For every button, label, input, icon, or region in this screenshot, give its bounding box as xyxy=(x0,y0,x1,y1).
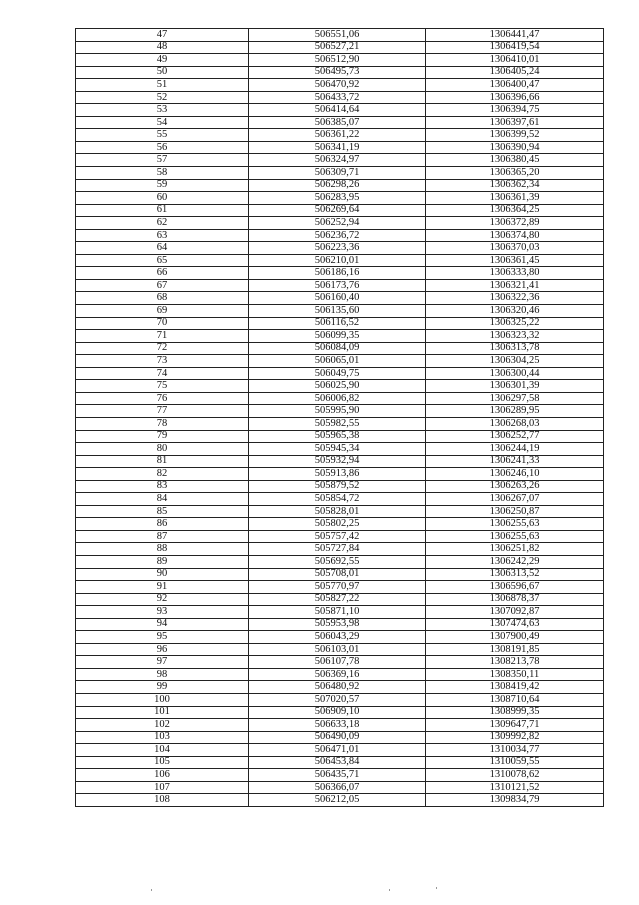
x-coordinate-cell: 507020,57 xyxy=(249,693,426,706)
table-row xyxy=(76,41,604,54)
table-row xyxy=(76,581,604,594)
point-number-cell: 107 xyxy=(76,781,249,794)
table-row xyxy=(76,518,604,531)
point-number-cell: 68 xyxy=(76,292,249,305)
point-number-cell: 89 xyxy=(76,555,249,568)
table-row xyxy=(76,254,604,267)
y-coordinate-cell: 1306289,95 xyxy=(426,405,604,418)
y-coordinate-cell: 1306244,19 xyxy=(426,443,604,456)
point-number-cell: 47 xyxy=(76,29,249,42)
scan-speck xyxy=(151,889,152,891)
point-number-cell: 84 xyxy=(76,493,249,506)
y-coordinate-cell: 1307474,63 xyxy=(426,618,604,631)
point-number-cell: 57 xyxy=(76,154,249,167)
x-coordinate-cell: 506453,84 xyxy=(249,756,426,769)
x-coordinate-cell: 505965,38 xyxy=(249,430,426,443)
table-row xyxy=(76,530,604,543)
table-row xyxy=(76,731,604,744)
y-coordinate-cell: 1306250,87 xyxy=(426,505,604,518)
y-coordinate-cell: 1306372,89 xyxy=(426,217,604,230)
x-coordinate-cell: 505708,01 xyxy=(249,568,426,581)
y-coordinate-cell: 1308191,85 xyxy=(426,643,604,656)
table-row xyxy=(76,430,604,443)
point-number-cell: 48 xyxy=(76,41,249,54)
point-number-cell: 77 xyxy=(76,405,249,418)
y-coordinate-cell: 1306313,52 xyxy=(426,568,604,581)
table-row xyxy=(76,693,604,706)
point-number-cell: 74 xyxy=(76,367,249,380)
x-coordinate-cell: 505879,52 xyxy=(249,480,426,493)
y-coordinate-cell: 1306397,61 xyxy=(426,116,604,129)
scan-speck xyxy=(389,889,390,891)
table-row xyxy=(76,392,604,405)
x-coordinate-cell: 506490,09 xyxy=(249,731,426,744)
table-row xyxy=(76,242,604,255)
y-coordinate-cell: 1306241,33 xyxy=(426,455,604,468)
y-coordinate-cell: 1307900,49 xyxy=(426,631,604,644)
x-coordinate-cell: 506116,52 xyxy=(249,317,426,330)
x-coordinate-cell: 506324,97 xyxy=(249,154,426,167)
table-row xyxy=(76,79,604,92)
table-row xyxy=(76,154,604,167)
y-coordinate-cell: 1306405,24 xyxy=(426,66,604,79)
y-coordinate-cell: 1310078,62 xyxy=(426,769,604,782)
y-coordinate-cell: 1306297,58 xyxy=(426,392,604,405)
y-coordinate-cell: 1306374,80 xyxy=(426,229,604,242)
point-number-cell: 108 xyxy=(76,794,249,807)
y-coordinate-cell: 1306255,63 xyxy=(426,518,604,531)
table-row xyxy=(76,204,604,217)
table-row xyxy=(76,668,604,681)
table-row xyxy=(76,217,604,230)
point-number-cell: 56 xyxy=(76,141,249,154)
point-number-cell: 66 xyxy=(76,267,249,280)
y-coordinate-cell: 1306361,45 xyxy=(426,254,604,267)
point-number-cell: 50 xyxy=(76,66,249,79)
y-coordinate-cell: 1306300,44 xyxy=(426,367,604,380)
x-coordinate-cell: 506341,19 xyxy=(249,141,426,154)
x-coordinate-cell: 505932,94 xyxy=(249,455,426,468)
table-row xyxy=(76,719,604,732)
table-row xyxy=(76,756,604,769)
x-coordinate-cell: 506099,35 xyxy=(249,330,426,343)
x-coordinate-cell: 505827,22 xyxy=(249,593,426,606)
y-coordinate-cell: 1309992,82 xyxy=(426,731,604,744)
point-number-cell: 99 xyxy=(76,681,249,694)
coordinates-table xyxy=(75,28,604,807)
y-coordinate-cell: 1310059,55 xyxy=(426,756,604,769)
y-coordinate-cell: 1306321,41 xyxy=(426,279,604,292)
point-number-cell: 52 xyxy=(76,91,249,104)
table-row xyxy=(76,744,604,757)
y-coordinate-cell: 1306362,34 xyxy=(426,179,604,192)
table-row xyxy=(76,167,604,180)
x-coordinate-cell: 506527,21 xyxy=(249,41,426,54)
x-coordinate-cell: 506065,01 xyxy=(249,355,426,368)
y-coordinate-cell: 1306333,80 xyxy=(426,267,604,280)
y-coordinate-cell: 1306394,75 xyxy=(426,104,604,117)
point-number-cell: 73 xyxy=(76,355,249,368)
x-coordinate-cell: 506309,71 xyxy=(249,167,426,180)
x-coordinate-cell: 506633,18 xyxy=(249,719,426,732)
point-number-cell: 85 xyxy=(76,505,249,518)
x-coordinate-cell: 506298,26 xyxy=(249,179,426,192)
table-row xyxy=(76,267,604,280)
y-coordinate-cell: 1306878,37 xyxy=(426,593,604,606)
y-coordinate-cell: 1306400,47 xyxy=(426,79,604,92)
point-number-cell: 105 xyxy=(76,756,249,769)
y-coordinate-cell: 1309834,79 xyxy=(426,794,604,807)
point-number-cell: 72 xyxy=(76,342,249,355)
table-row xyxy=(76,543,604,556)
point-number-cell: 82 xyxy=(76,468,249,481)
point-number-cell: 55 xyxy=(76,129,249,142)
table-row xyxy=(76,606,604,619)
table-row xyxy=(76,455,604,468)
x-coordinate-cell: 506366,07 xyxy=(249,781,426,794)
y-coordinate-cell: 1306251,82 xyxy=(426,543,604,556)
y-coordinate-cell: 1306301,39 xyxy=(426,380,604,393)
x-coordinate-cell: 506361,22 xyxy=(249,129,426,142)
x-coordinate-cell: 505982,55 xyxy=(249,417,426,430)
table-row xyxy=(76,116,604,129)
table-row xyxy=(76,330,604,343)
x-coordinate-cell: 505945,34 xyxy=(249,443,426,456)
point-number-cell: 65 xyxy=(76,254,249,267)
x-coordinate-cell: 506084,09 xyxy=(249,342,426,355)
table-row xyxy=(76,29,604,42)
x-coordinate-cell: 505953,98 xyxy=(249,618,426,631)
point-number-cell: 102 xyxy=(76,719,249,732)
y-coordinate-cell: 1306380,45 xyxy=(426,154,604,167)
y-coordinate-cell: 1306410,01 xyxy=(426,54,604,67)
y-coordinate-cell: 1306365,20 xyxy=(426,167,604,180)
x-coordinate-cell: 506043,29 xyxy=(249,631,426,644)
y-coordinate-cell: 1306252,77 xyxy=(426,430,604,443)
table-row xyxy=(76,781,604,794)
x-coordinate-cell: 506160,40 xyxy=(249,292,426,305)
x-coordinate-cell: 505854,72 xyxy=(249,493,426,506)
y-coordinate-cell: 1306246,10 xyxy=(426,468,604,481)
x-coordinate-cell: 505727,84 xyxy=(249,543,426,556)
point-number-cell: 67 xyxy=(76,279,249,292)
x-coordinate-cell: 506103,01 xyxy=(249,643,426,656)
point-number-cell: 96 xyxy=(76,643,249,656)
point-number-cell: 92 xyxy=(76,593,249,606)
y-coordinate-cell: 1308350,11 xyxy=(426,668,604,681)
point-number-cell: 51 xyxy=(76,79,249,92)
x-coordinate-cell: 506025,90 xyxy=(249,380,426,393)
point-number-cell: 83 xyxy=(76,480,249,493)
point-number-cell: 81 xyxy=(76,455,249,468)
table-row xyxy=(76,179,604,192)
y-coordinate-cell: 1306390,94 xyxy=(426,141,604,154)
y-coordinate-cell: 1306325,22 xyxy=(426,317,604,330)
x-coordinate-cell: 506512,90 xyxy=(249,54,426,67)
x-coordinate-cell: 505871,10 xyxy=(249,606,426,619)
x-coordinate-cell: 506269,64 xyxy=(249,204,426,217)
table-row xyxy=(76,631,604,644)
table-row xyxy=(76,342,604,355)
x-coordinate-cell: 506135,60 xyxy=(249,305,426,318)
point-number-cell: 90 xyxy=(76,568,249,581)
x-coordinate-cell: 506252,94 xyxy=(249,217,426,230)
table-row xyxy=(76,380,604,393)
table-row xyxy=(76,681,604,694)
table-row xyxy=(76,480,604,493)
table-row xyxy=(76,505,604,518)
x-coordinate-cell: 506470,92 xyxy=(249,79,426,92)
y-coordinate-cell: 1308999,35 xyxy=(426,706,604,719)
y-coordinate-cell: 1307092,87 xyxy=(426,606,604,619)
y-coordinate-cell: 1306267,07 xyxy=(426,493,604,506)
point-number-cell: 58 xyxy=(76,167,249,180)
x-coordinate-cell: 506433,72 xyxy=(249,91,426,104)
table-row xyxy=(76,229,604,242)
coordinates-table-body xyxy=(76,29,604,807)
x-coordinate-cell: 506435,71 xyxy=(249,769,426,782)
point-number-cell: 63 xyxy=(76,229,249,242)
y-coordinate-cell: 1310121,52 xyxy=(426,781,604,794)
x-coordinate-cell: 506283,95 xyxy=(249,192,426,205)
point-number-cell: 86 xyxy=(76,518,249,531)
y-coordinate-cell: 1306320,46 xyxy=(426,305,604,318)
point-number-cell: 71 xyxy=(76,330,249,343)
point-number-cell: 80 xyxy=(76,443,249,456)
x-coordinate-cell: 506173,76 xyxy=(249,279,426,292)
x-coordinate-cell: 505802,25 xyxy=(249,518,426,531)
point-number-cell: 62 xyxy=(76,217,249,230)
point-number-cell: 60 xyxy=(76,192,249,205)
point-number-cell: 94 xyxy=(76,618,249,631)
table-row xyxy=(76,141,604,154)
x-coordinate-cell: 505757,42 xyxy=(249,530,426,543)
point-number-cell: 93 xyxy=(76,606,249,619)
table-row xyxy=(76,493,604,506)
x-coordinate-cell: 505828,01 xyxy=(249,505,426,518)
y-coordinate-cell: 1306322,36 xyxy=(426,292,604,305)
point-number-cell: 97 xyxy=(76,656,249,669)
point-number-cell: 49 xyxy=(76,54,249,67)
table-row xyxy=(76,769,604,782)
y-coordinate-cell: 1306268,03 xyxy=(426,417,604,430)
y-coordinate-cell: 1306364,25 xyxy=(426,204,604,217)
scan-speck xyxy=(436,887,437,889)
y-coordinate-cell: 1306323,32 xyxy=(426,330,604,343)
point-number-cell: 104 xyxy=(76,744,249,757)
table-row xyxy=(76,129,604,142)
table-row xyxy=(76,468,604,481)
table-row xyxy=(76,593,604,606)
x-coordinate-cell: 506223,36 xyxy=(249,242,426,255)
x-coordinate-cell: 506006,82 xyxy=(249,392,426,405)
y-coordinate-cell: 1310034,77 xyxy=(426,744,604,757)
table-row xyxy=(76,66,604,79)
x-coordinate-cell: 505913,86 xyxy=(249,468,426,481)
point-number-cell: 70 xyxy=(76,317,249,330)
x-coordinate-cell: 506495,73 xyxy=(249,66,426,79)
x-coordinate-cell: 505692,55 xyxy=(249,555,426,568)
y-coordinate-cell: 1306399,52 xyxy=(426,129,604,142)
x-coordinate-cell: 506385,07 xyxy=(249,116,426,129)
x-coordinate-cell: 506186,16 xyxy=(249,267,426,280)
table-row xyxy=(76,355,604,368)
table-row xyxy=(76,555,604,568)
point-number-cell: 79 xyxy=(76,430,249,443)
point-number-cell: 88 xyxy=(76,543,249,556)
x-coordinate-cell: 506551,06 xyxy=(249,29,426,42)
table-row xyxy=(76,706,604,719)
table-row xyxy=(76,618,604,631)
point-number-cell: 78 xyxy=(76,417,249,430)
y-coordinate-cell: 1306263,26 xyxy=(426,480,604,493)
y-coordinate-cell: 1309647,71 xyxy=(426,719,604,732)
table-row xyxy=(76,643,604,656)
table-row xyxy=(76,568,604,581)
y-coordinate-cell: 1306255,63 xyxy=(426,530,604,543)
x-coordinate-cell: 506414,64 xyxy=(249,104,426,117)
table-row xyxy=(76,317,604,330)
point-number-cell: 54 xyxy=(76,116,249,129)
y-coordinate-cell: 1306419,54 xyxy=(426,41,604,54)
x-coordinate-cell: 506471,01 xyxy=(249,744,426,757)
y-coordinate-cell: 1306313,78 xyxy=(426,342,604,355)
x-coordinate-cell: 506480,92 xyxy=(249,681,426,694)
point-number-cell: 103 xyxy=(76,731,249,744)
point-number-cell: 95 xyxy=(76,631,249,644)
table-row xyxy=(76,443,604,456)
table-row xyxy=(76,292,604,305)
table-row xyxy=(76,656,604,669)
table-row xyxy=(76,794,604,807)
table-row xyxy=(76,305,604,318)
point-number-cell: 98 xyxy=(76,668,249,681)
y-coordinate-cell: 1306304,25 xyxy=(426,355,604,368)
y-coordinate-cell: 1306596,67 xyxy=(426,581,604,594)
x-coordinate-cell: 505770,97 xyxy=(249,581,426,594)
x-coordinate-cell: 506107,78 xyxy=(249,656,426,669)
point-number-cell: 100 xyxy=(76,693,249,706)
y-coordinate-cell: 1308710,64 xyxy=(426,693,604,706)
point-number-cell: 64 xyxy=(76,242,249,255)
x-coordinate-cell: 506212,05 xyxy=(249,794,426,807)
point-number-cell: 101 xyxy=(76,706,249,719)
point-number-cell: 75 xyxy=(76,380,249,393)
x-coordinate-cell: 506049,75 xyxy=(249,367,426,380)
y-coordinate-cell: 1306396,66 xyxy=(426,91,604,104)
point-number-cell: 69 xyxy=(76,305,249,318)
table-row xyxy=(76,54,604,67)
y-coordinate-cell: 1306441,47 xyxy=(426,29,604,42)
point-number-cell: 106 xyxy=(76,769,249,782)
table-row xyxy=(76,104,604,117)
point-number-cell: 76 xyxy=(76,392,249,405)
y-coordinate-cell: 1308419,42 xyxy=(426,681,604,694)
x-coordinate-cell: 506236,72 xyxy=(249,229,426,242)
table-row xyxy=(76,279,604,292)
x-coordinate-cell: 505995,90 xyxy=(249,405,426,418)
table-row xyxy=(76,91,604,104)
y-coordinate-cell: 1306370,03 xyxy=(426,242,604,255)
y-coordinate-cell: 1306242,29 xyxy=(426,555,604,568)
y-coordinate-cell: 1306361,39 xyxy=(426,192,604,205)
table-row xyxy=(76,367,604,380)
table-row xyxy=(76,417,604,430)
point-number-cell: 61 xyxy=(76,204,249,217)
point-number-cell: 91 xyxy=(76,581,249,594)
y-coordinate-cell: 1308213,78 xyxy=(426,656,604,669)
x-coordinate-cell: 506909,10 xyxy=(249,706,426,719)
table-row xyxy=(76,405,604,418)
x-coordinate-cell: 506369,16 xyxy=(249,668,426,681)
point-number-cell: 87 xyxy=(76,530,249,543)
table-row xyxy=(76,192,604,205)
x-coordinate-cell: 506210,01 xyxy=(249,254,426,267)
point-number-cell: 53 xyxy=(76,104,249,117)
point-number-cell: 59 xyxy=(76,179,249,192)
